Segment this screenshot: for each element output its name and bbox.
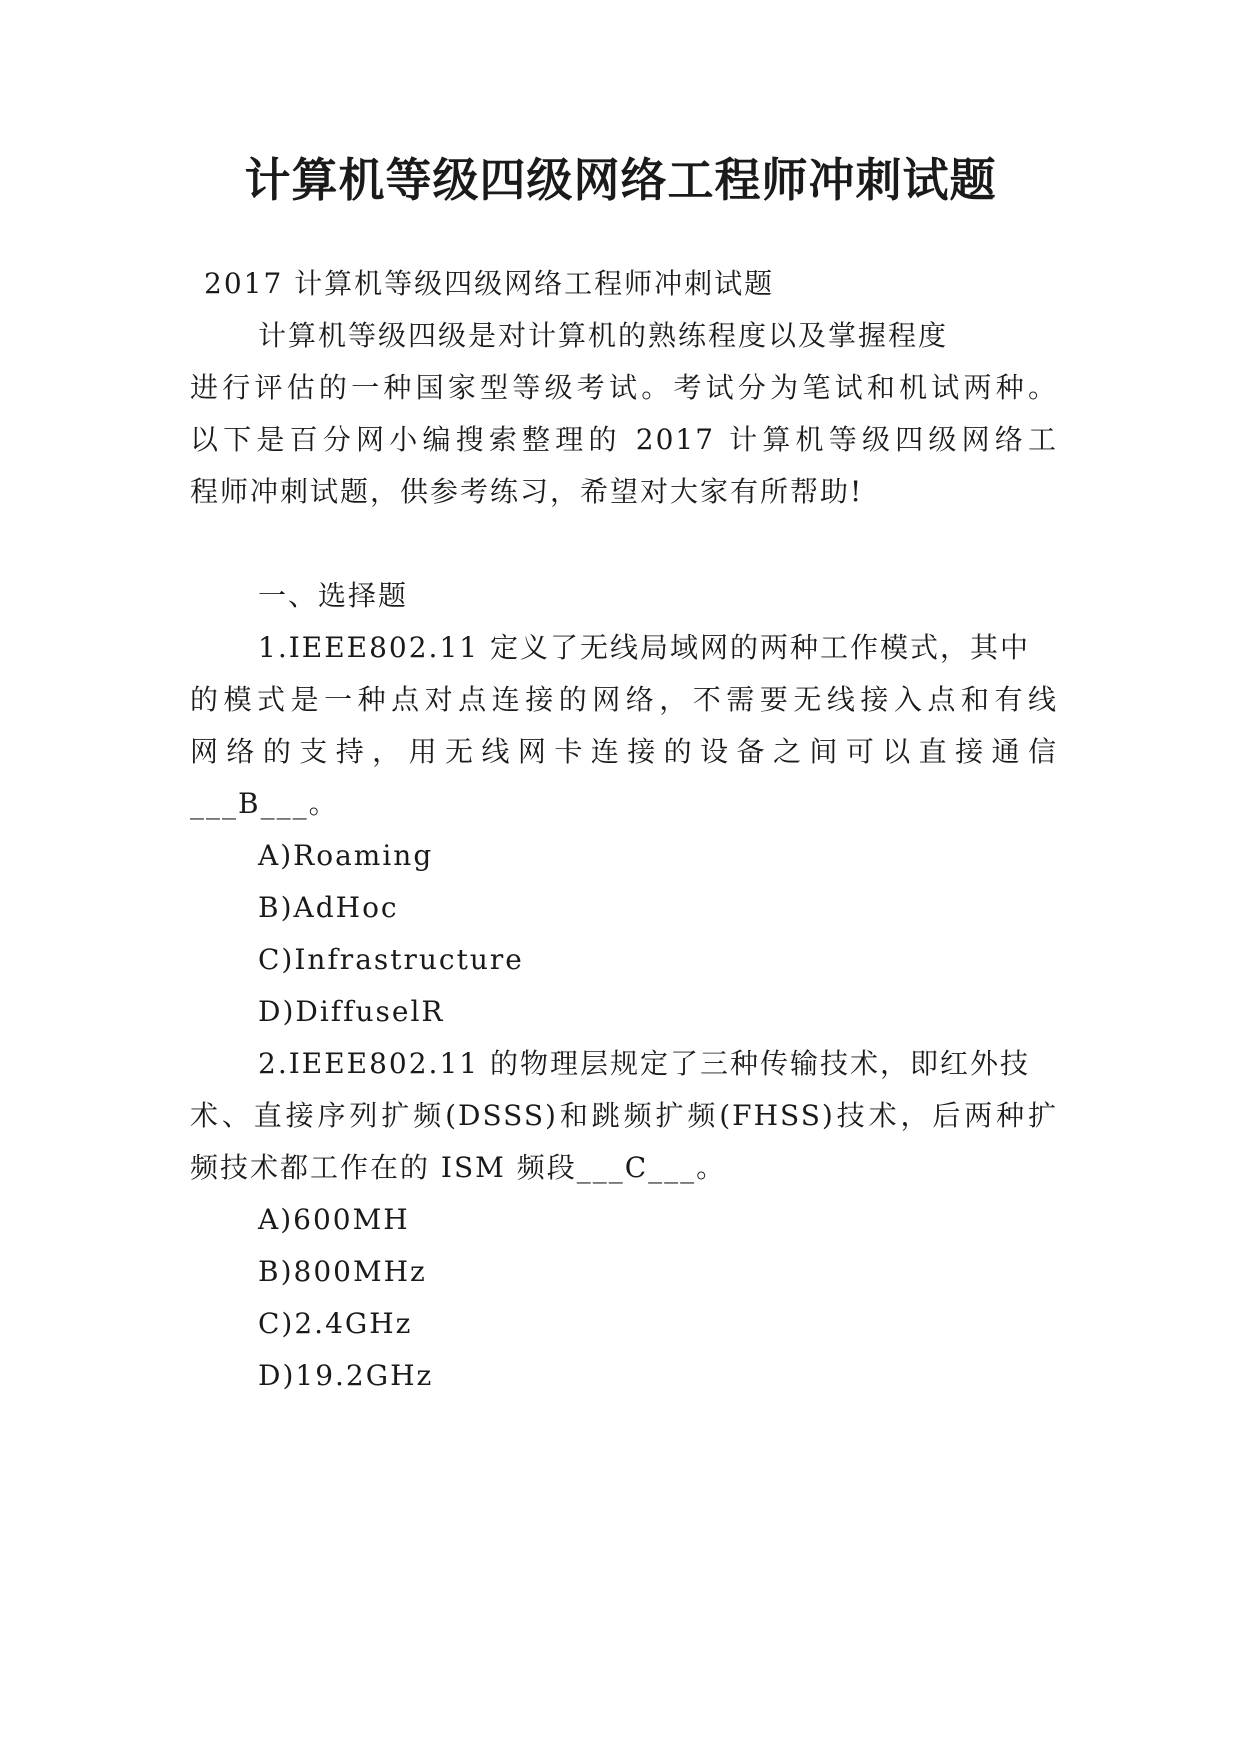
subtitle: 2017 计算机等级四级网络工程师冲刺试题: [204, 267, 775, 300]
q1-line-4: ___B___。: [190, 787, 339, 820]
q1-option-a: A)Roaming: [258, 839, 434, 872]
q2-option-c: C)2.4GHz: [258, 1307, 413, 1340]
q1-option-b: B)AdHoc: [258, 891, 399, 924]
q1-option-c: C)Infrastructure: [258, 943, 524, 976]
intro-line-2: 进行评估的一种国家型等级考试。考试分为笔试和机试两种。: [190, 371, 1058, 404]
intro-line-3: 以下是百分网小编搜索整理的 2017 计算机等级四级网络工: [190, 423, 1058, 456]
q1-line-3: 网络的支持，用无线网卡连接的设备之间可以直接通信: [190, 735, 1058, 768]
q2-option-d: D)19.2GHz: [258, 1359, 434, 1392]
q2-line-2: 术、直接序列扩频(DSSS)和跳频扩频(FHSS)技术，后两种扩: [190, 1099, 1058, 1132]
q1-line-2: 的模式是一种点对点连接的网络，不需要无线接入点和有线: [190, 683, 1058, 716]
q2-line-3: 频技术都工作在的 ISM 频段___C___。: [190, 1151, 727, 1184]
intro-line-4: 程师冲刺试题，供参考练习，希望对大家有所帮助!: [190, 475, 864, 508]
section-heading: 一、选择题: [258, 579, 409, 612]
q1-line-1: 1.IEEE802.11 定义了无线局域网的两种工作模式，其中: [258, 631, 1030, 664]
q1-option-d: D)DiffuselR: [258, 995, 445, 1028]
intro-line-1: 计算机等级四级是对计算机的熟练程度以及掌握程度: [258, 319, 949, 352]
q2-option-b: B)800MHz: [258, 1255, 427, 1288]
q2-option-a: A)600MH: [258, 1203, 410, 1236]
document-title: 计算机等级四级网络工程师冲刺试题: [244, 153, 997, 207]
q2-line-1: 2.IEEE802.11 的物理层规定了三种传输技术，即红外技: [258, 1047, 1030, 1080]
